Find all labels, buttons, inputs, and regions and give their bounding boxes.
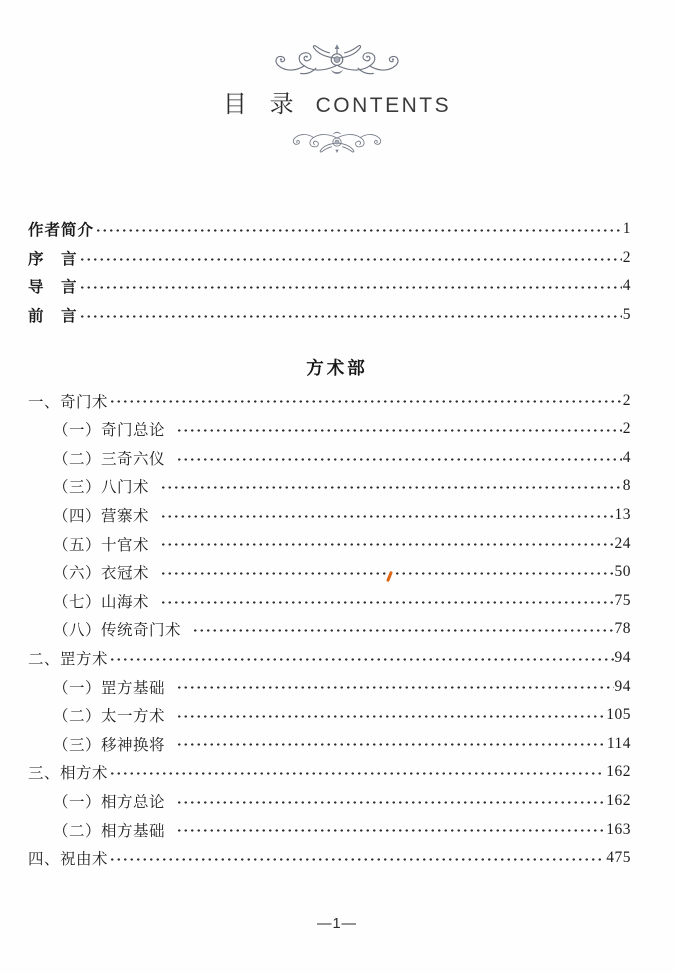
toc-entry-label: 序 言 xyxy=(28,250,78,268)
flourish-ornament-top-icon xyxy=(270,40,404,82)
toc-row xyxy=(28,644,631,673)
page-header xyxy=(0,0,674,155)
toc-entry-label: 一、奇门术 xyxy=(28,393,109,411)
toc-row xyxy=(28,215,631,244)
toc-row xyxy=(28,587,631,616)
front-matter-list xyxy=(28,215,631,329)
toc-row xyxy=(28,301,631,330)
dot-leader xyxy=(176,672,613,701)
toc-entry-label: （二）三奇六仪 xyxy=(53,450,166,468)
dot-leader xyxy=(79,244,622,273)
toc-row xyxy=(28,386,631,415)
toc-page-number: 2 xyxy=(622,391,631,409)
toc-row xyxy=(28,730,631,759)
dot-leader xyxy=(160,587,613,616)
toc-entry-label: （一）罡方基础 xyxy=(53,679,166,697)
dot-leader xyxy=(160,501,613,530)
toc-row xyxy=(28,787,631,816)
toc-page-number: 13 xyxy=(614,506,631,524)
toc-page-number: 8 xyxy=(622,477,631,495)
toc-page-number: 4 xyxy=(622,277,631,295)
toc-entry-label: （一）奇门总论 xyxy=(53,422,166,440)
section-heading: 方术部 xyxy=(306,358,368,379)
toc-page-number: 94 xyxy=(614,677,631,695)
toc-row xyxy=(28,815,631,844)
toc-page-number: 50 xyxy=(614,563,631,581)
toc-row xyxy=(28,758,631,787)
toc-page-number: 105 xyxy=(606,706,631,724)
dot-leader xyxy=(160,558,613,587)
toc-page-number: 2 xyxy=(622,248,631,266)
flourish-ornament-bottom-icon xyxy=(289,127,385,155)
toc-entry-label: 二、罡方术 xyxy=(28,651,109,669)
toc-row xyxy=(28,701,631,730)
toc-row xyxy=(28,415,631,444)
folio-number: —1— xyxy=(316,916,358,932)
toc-row xyxy=(28,472,631,501)
toc-row xyxy=(28,244,631,273)
toc-row xyxy=(28,272,631,301)
dot-leader xyxy=(109,386,622,415)
toc-entry-label: 作者简介 xyxy=(28,222,95,240)
toc-page-number: 475 xyxy=(606,849,631,867)
toc-list xyxy=(28,386,631,872)
toc-entry-label: 导 言 xyxy=(28,279,78,297)
toc-page-number: 162 xyxy=(606,791,631,809)
toc-page-number: 75 xyxy=(614,591,631,609)
toc-row xyxy=(28,672,631,701)
toc-entry-label: （五）十官术 xyxy=(53,536,150,554)
toc-page-number: 94 xyxy=(614,649,631,667)
toc-row xyxy=(28,529,631,558)
dot-leader xyxy=(176,415,622,444)
toc-row xyxy=(28,558,631,587)
toc-entry-label: （三）移神换将 xyxy=(53,736,166,754)
toc-page-number: 2 xyxy=(622,420,631,438)
toc-entry-label: （二）太一方术 xyxy=(53,708,166,726)
toc-entry-label: （四）营寨术 xyxy=(53,508,150,526)
toc-entry-label: 四、祝由术 xyxy=(28,851,109,869)
dot-leader xyxy=(176,444,622,473)
dot-leader xyxy=(79,301,622,330)
toc-page-number: 114 xyxy=(606,734,631,752)
dot-leader xyxy=(176,787,605,816)
toc-entry-label: （一）相方总论 xyxy=(53,793,166,811)
page-title xyxy=(0,90,674,123)
toc-entry-label: （七）山海术 xyxy=(53,593,150,611)
title-chinese: 目 录 xyxy=(222,91,302,118)
toc-entry-label: 三、相方术 xyxy=(28,765,109,783)
dot-leader xyxy=(176,701,605,730)
dot-leader xyxy=(176,815,605,844)
dot-leader xyxy=(109,644,613,673)
toc-row xyxy=(28,444,631,473)
toc-page-number: 1 xyxy=(622,220,631,238)
dot-leader xyxy=(192,615,613,644)
toc-page-number: 162 xyxy=(606,763,631,781)
toc-row xyxy=(28,501,631,530)
dot-leader xyxy=(109,758,605,787)
toc-entry-label: （八）传统奇门术 xyxy=(53,622,182,640)
toc-page-number: 78 xyxy=(614,620,631,638)
toc-page-number: 163 xyxy=(606,820,631,838)
toc-entry-label: （三）八门术 xyxy=(53,479,150,497)
toc-row xyxy=(28,615,631,644)
toc-page-number: 4 xyxy=(622,448,631,466)
dot-leader xyxy=(79,272,622,301)
toc-entry-label: （六）衣冠术 xyxy=(53,565,150,583)
dot-leader xyxy=(160,472,622,501)
dot-leader xyxy=(95,215,622,244)
dot-leader xyxy=(176,730,606,759)
dot-leader xyxy=(160,529,613,558)
title-english: CONTENTS xyxy=(315,94,452,117)
toc-row xyxy=(28,844,631,873)
toc-entry-label: （二）相方基础 xyxy=(53,822,166,840)
dot-leader xyxy=(109,844,605,873)
toc-page-number: 24 xyxy=(614,534,631,552)
toc-entry-label: 前 言 xyxy=(28,308,78,326)
toc-page-number: 5 xyxy=(622,306,631,324)
page-footer xyxy=(0,916,674,932)
